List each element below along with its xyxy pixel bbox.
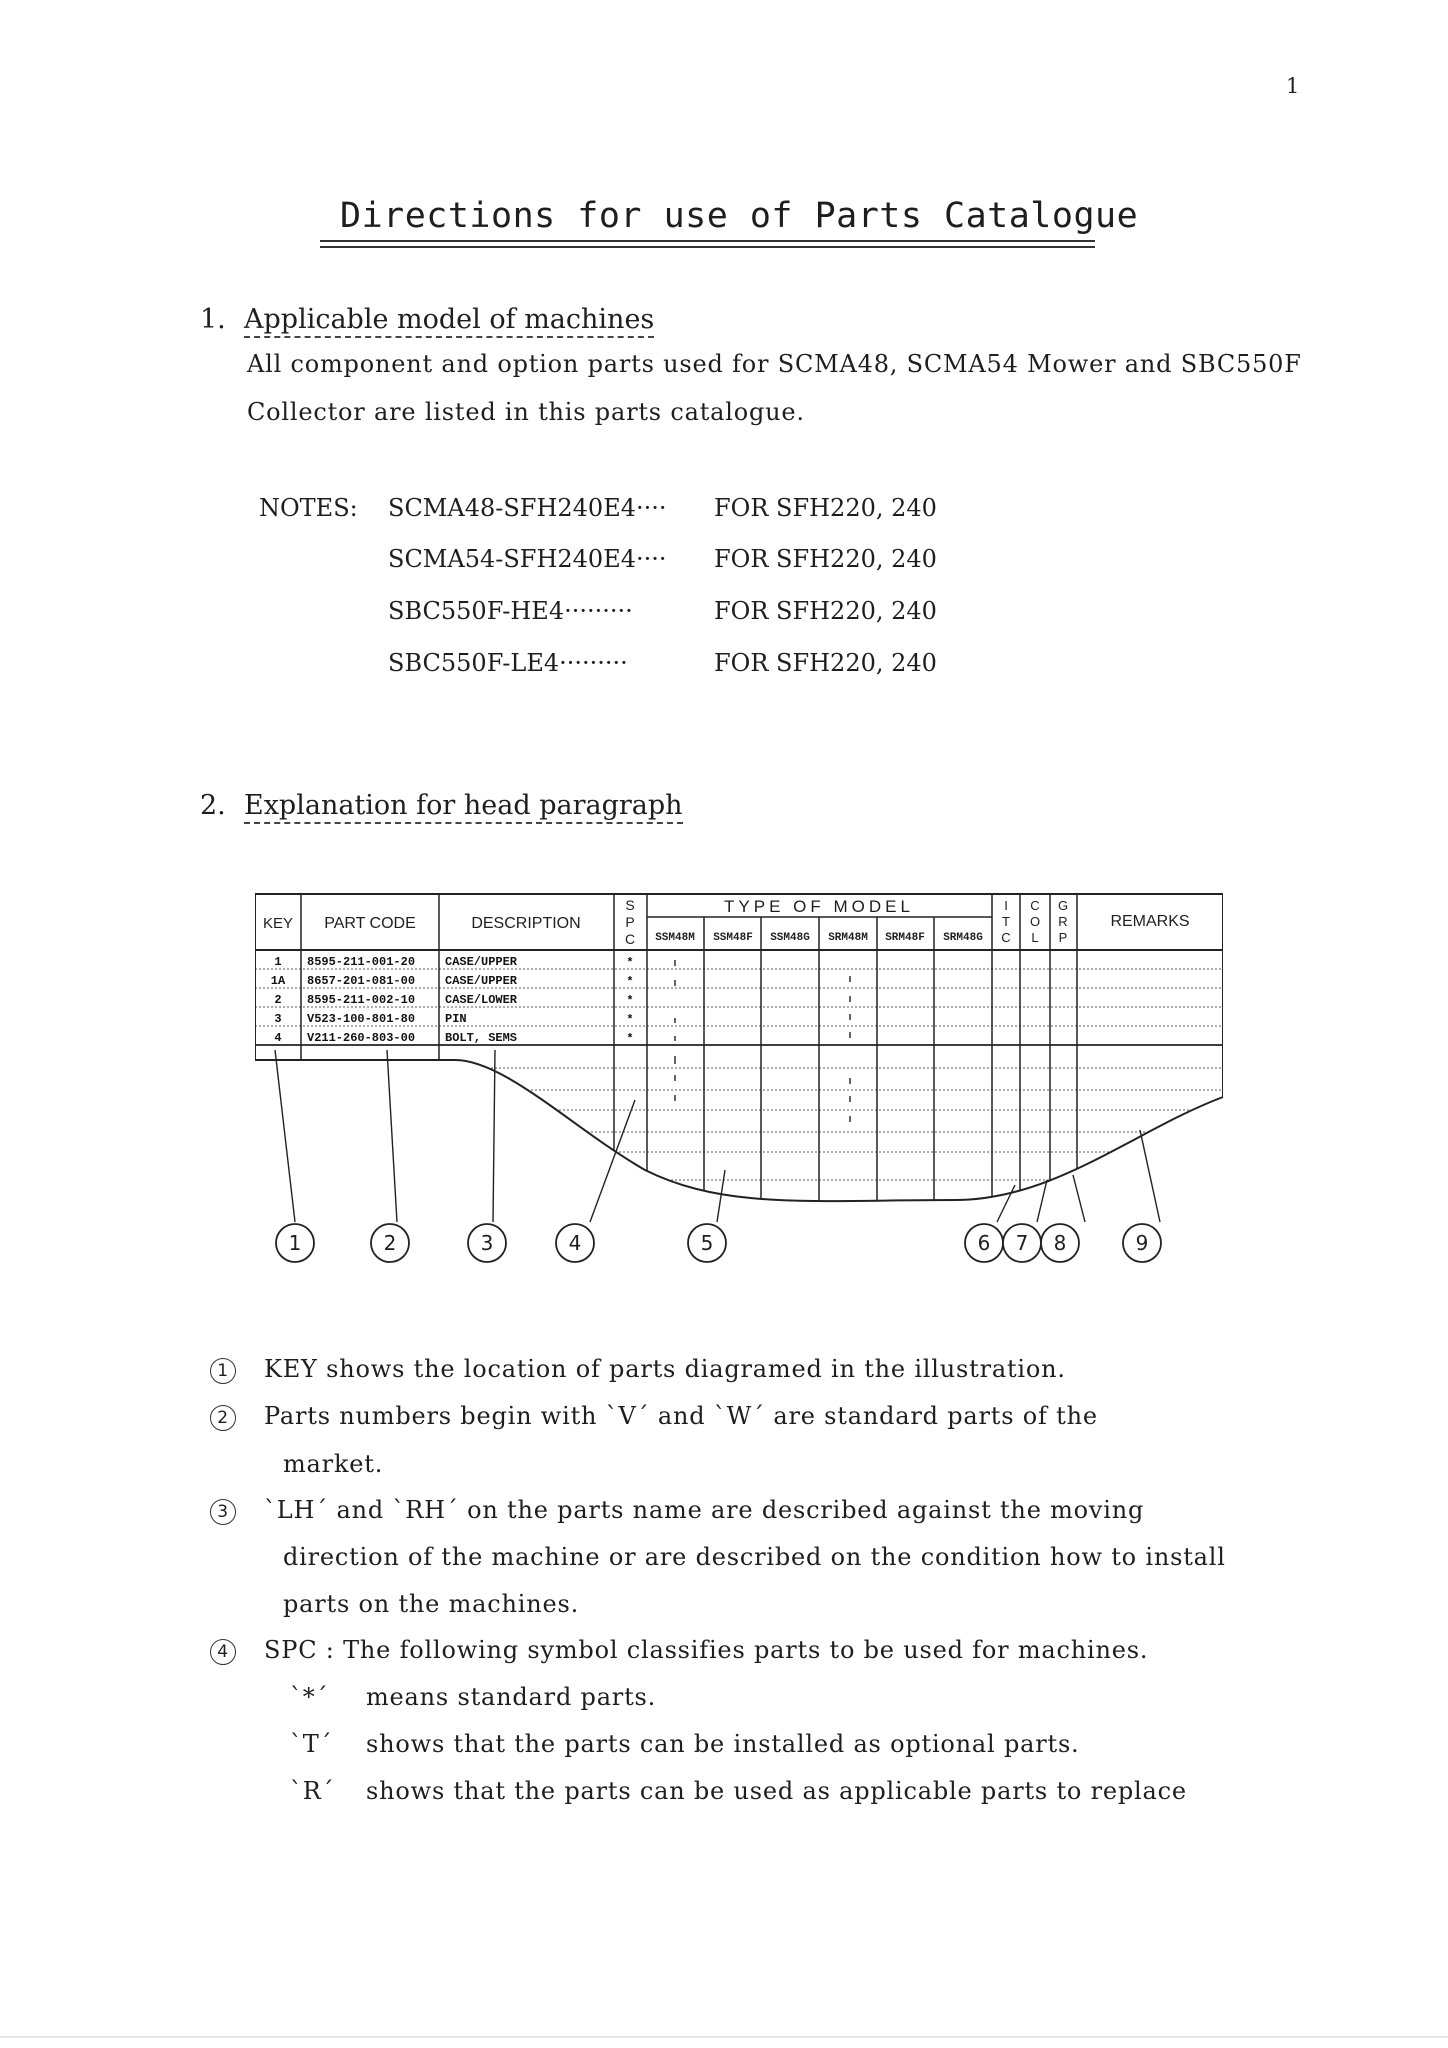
row-key: 2 [274, 993, 282, 1007]
callout-9: 9 [1135, 1231, 1149, 1255]
note-row [388, 649, 937, 677]
item-2-text: Parts numbers begin with `V´ and `W´ are standard parts of the [264, 1402, 1098, 1430]
section-1-text-line-1: All component and option parts used for SCMA48, SCMA54 Mower and SBC550F [247, 350, 1302, 378]
explanation-item-4 [210, 1636, 1148, 1665]
header-col: C [1030, 898, 1040, 913]
row-spc: * [626, 994, 634, 1008]
header-model: SRM48G [943, 932, 983, 944]
callout-8: 8 [1053, 1231, 1067, 1255]
header-spc-p: P [625, 914, 635, 930]
row-code: V523-100-801-80 [307, 1012, 416, 1026]
scan-edge [0, 2036, 1448, 2038]
header-model: SRM48M [828, 932, 868, 944]
row-desc: BOLT, SEMS [445, 1031, 518, 1045]
row-key: 1 [274, 955, 282, 969]
row-desc: CASE/UPPER [445, 974, 518, 988]
item-2-marker: 2 [210, 1405, 236, 1431]
explanation-item-2 [210, 1402, 1098, 1431]
symbol-text: means standard parts. [366, 1683, 657, 1711]
row-code: 8595-211-002-10 [307, 993, 416, 1007]
header-grp: R [1058, 914, 1068, 929]
title-underline [320, 240, 1095, 242]
item-3-continuation-1: direction of the machine or are described on the condition how to install [283, 1543, 1226, 1571]
header-itc: I [1004, 898, 1008, 913]
explanation-item-3 [210, 1496, 1144, 1525]
item-2-continuation: market. [283, 1450, 384, 1478]
note-code: SCMA48-SFH240E4···· [388, 494, 667, 522]
row-spc: * [626, 1013, 634, 1027]
explanation-item-1 [210, 1355, 1066, 1384]
header-model: SSM48F [713, 932, 753, 944]
header-description: DESCRIPTION [471, 915, 581, 932]
header-itc: C [1001, 930, 1011, 945]
row-code: 8657-201-081-00 [307, 974, 416, 988]
item-3-text: `LH´ and `RH´ on the parts name are described against the moving [264, 1496, 1145, 1524]
symbol-text: shows that the parts can be used as applicable parts to replace [366, 1777, 1187, 1805]
section-2-heading [200, 790, 683, 821]
header-key: KEY [262, 915, 294, 932]
note-for: FOR SFH220, 240 [714, 494, 937, 522]
page-title: Directions for use of Parts Catalogue [340, 196, 1139, 236]
item-4-text: SPC : The following symbol classifies parts to be used for machines. [264, 1636, 1149, 1664]
head-paragraph-diagram [255, 880, 1235, 1300]
note-row [388, 545, 937, 573]
symbol: `T´ [290, 1730, 333, 1758]
header-itc: T [1002, 914, 1010, 929]
section-2-title: Explanation for head paragraph [244, 790, 683, 824]
symbol-text: shows that the parts can be installed as optional parts. [366, 1730, 1080, 1758]
item-3-continuation-2: parts on the machines. [283, 1590, 580, 1618]
symbol-row [290, 1777, 1187, 1805]
header-type-of-model: TYPE OF MODEL [724, 897, 914, 916]
row-code: V211-260-803-00 [307, 1031, 416, 1045]
header-model: SSM48G [770, 932, 810, 944]
section-1-title: Applicable model of machines [244, 304, 654, 338]
callout-2: 2 [383, 1231, 397, 1255]
header-grp: G [1057, 898, 1069, 913]
note-code: SBC550F-LE4········· [388, 649, 628, 677]
note-row [388, 494, 937, 522]
callout-7: 7 [1015, 1231, 1029, 1255]
note-for: FOR SFH220, 240 [714, 649, 937, 677]
callout-1: 1 [288, 1231, 302, 1255]
header-spc-s: S [625, 897, 635, 913]
header-part-code: PART CODE [324, 915, 416, 932]
row-spc: * [626, 1032, 634, 1046]
row-code: 8595-211-001-20 [307, 955, 416, 969]
title-underline-double [320, 246, 1095, 248]
row-desc: CASE/UPPER [445, 955, 518, 969]
note-row [388, 597, 937, 625]
callout-6: 6 [977, 1231, 991, 1255]
header-col: L [1031, 930, 1039, 945]
page-number: 1 [1286, 74, 1300, 98]
symbol-row [290, 1683, 656, 1711]
symbol-row [290, 1730, 1079, 1758]
header-model: SRM48F [885, 932, 925, 944]
note-for: FOR SFH220, 240 [714, 597, 937, 625]
row-key: 3 [274, 1012, 282, 1026]
note-code: SBC550F-HE4········· [388, 597, 633, 625]
item-4-marker: 4 [210, 1639, 236, 1665]
section-1-heading [200, 304, 654, 335]
row-key: 4 [274, 1031, 282, 1045]
header-spc-c: C [624, 931, 636, 947]
row-spc: * [626, 975, 634, 989]
item-1-text: KEY shows the location of parts diagramed in the illustration. [264, 1355, 1066, 1383]
section-2-number: 2. [200, 790, 226, 821]
header-col: O [1029, 914, 1041, 929]
symbol: `*´ [290, 1683, 329, 1711]
item-3-marker: 3 [210, 1499, 236, 1525]
symbol: `R´ [290, 1777, 335, 1805]
section-1-text-line-2: Collector are listed in this parts catalogue. [247, 398, 805, 426]
note-for: FOR SFH220, 240 [714, 545, 937, 573]
header-remarks: REMARKS [1110, 913, 1190, 930]
item-1-marker: 1 [210, 1358, 236, 1384]
header-grp: P [1058, 930, 1068, 945]
callout-3: 3 [480, 1231, 494, 1255]
notes-label: NOTES: [259, 494, 358, 522]
row-spc: * [626, 956, 634, 970]
callout-5: 5 [700, 1231, 714, 1255]
header-model: SSM48M [655, 932, 695, 944]
section-1-number: 1. [200, 304, 226, 335]
row-desc: CASE/LOWER [445, 993, 518, 1007]
row-key: 1A [270, 974, 286, 988]
row-desc: PIN [445, 1012, 467, 1026]
note-code: SCMA54-SFH240E4···· [388, 545, 667, 573]
callout-4: 4 [568, 1231, 582, 1255]
